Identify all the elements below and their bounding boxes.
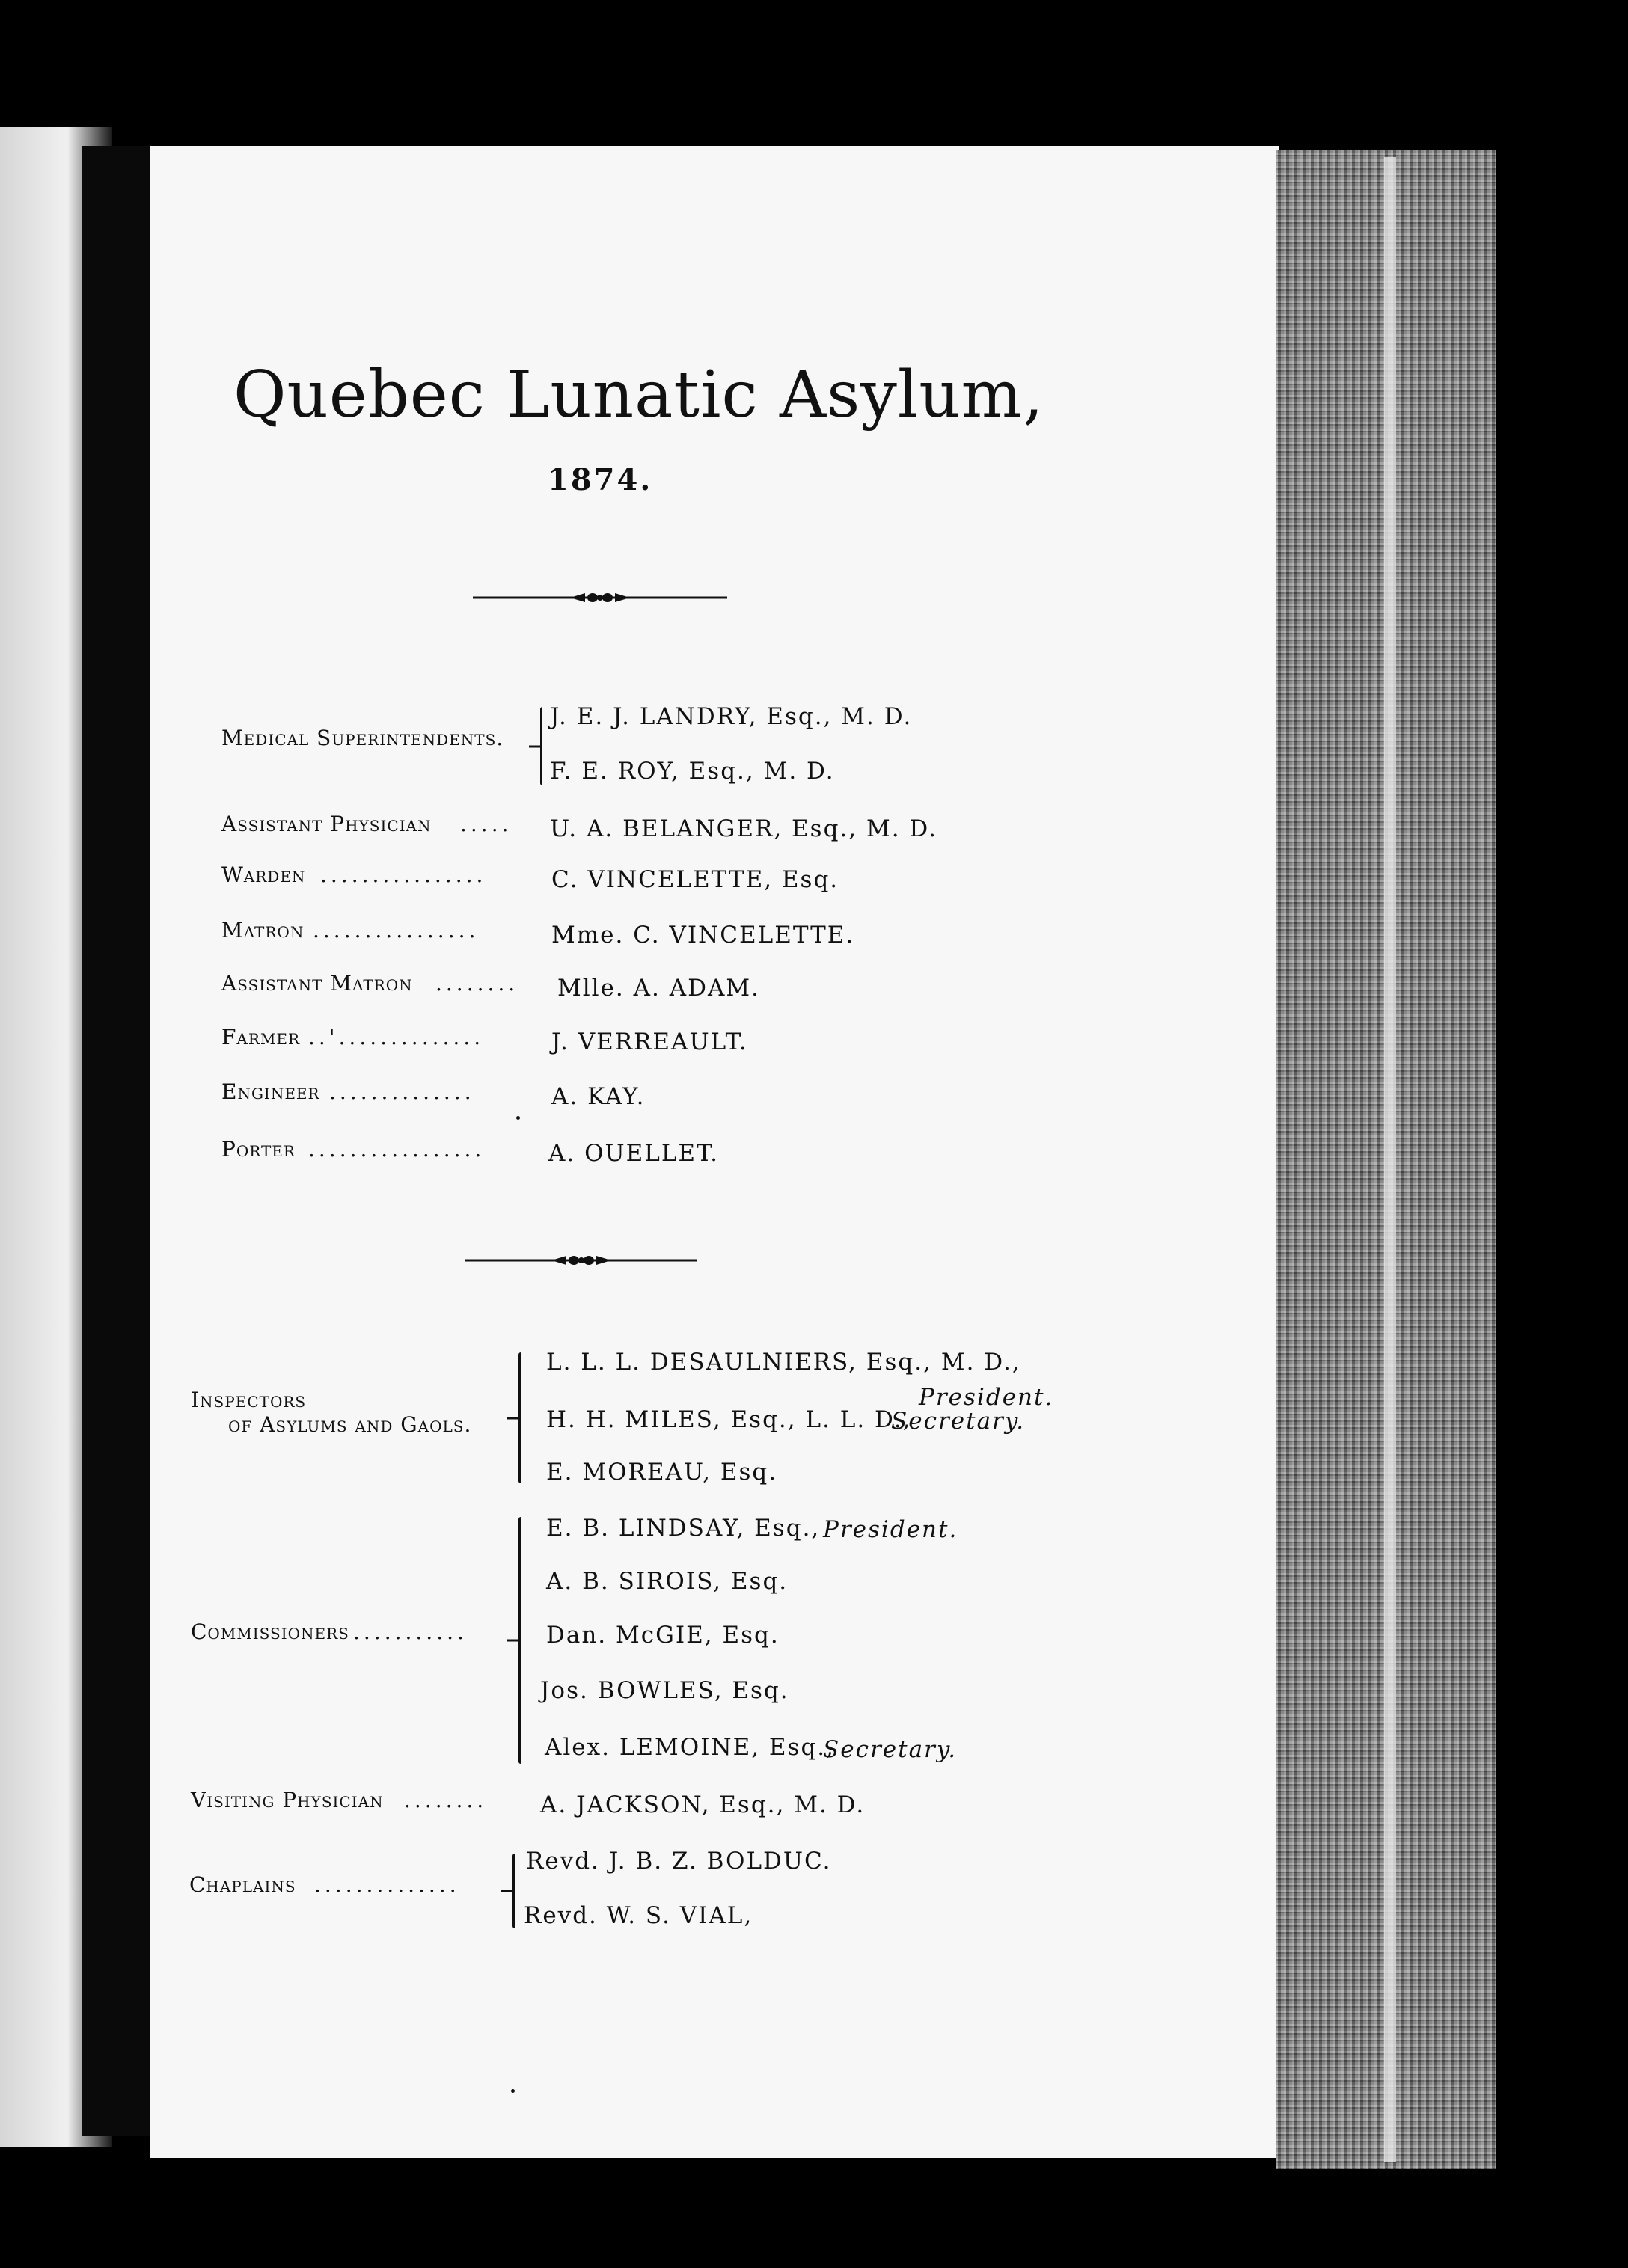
leader-dots: ................ [320,862,487,887]
stray-dot [511,2089,515,2093]
brace [540,707,542,785]
name-verreault: J. VERREAULT. [551,1029,748,1055]
name-bowles: Jos. BOWLES, Esq. [540,1677,789,1704]
label-visiting-physician: Visiting Physician [191,1788,384,1812]
label-assistant-physician: Assistant Physician [221,812,432,836]
name-miles: H. H. MILES, Esq., L. L. D., [546,1406,912,1433]
label-asylums-gaols: of Asylums and Gaols. [228,1412,472,1437]
label-chaplains: Chaplains [189,1872,296,1897]
stray-dot [516,1116,520,1120]
leader-dots: ................. [308,1137,486,1162]
name-lindsay: E. B. LINDSAY, Esq., [546,1515,821,1542]
name-desaulniers: L. L. L. DESAULNIERS, Esq., M. D., [546,1349,1021,1376]
page-edge-strip [1384,157,1396,2162]
ornament-divider [473,589,727,607]
name-lemoine: Alex. LEMOINE, Esq., [545,1734,836,1761]
secretary-title: Secretary. [823,1736,958,1763]
book-gutter [82,146,153,2136]
label-assistant-matron: Assistant Matron [221,971,413,996]
name-sirois: A. B. SIROIS, Esq. [546,1568,789,1595]
label-farmer: Farmer [221,1025,301,1049]
name-mcgie: Dan. McGIE, Esq. [546,1622,780,1649]
president-title: President. [823,1516,958,1543]
name-ouellet: A. OUELLET. [548,1140,720,1167]
name-kay: A. KAY. [551,1083,646,1110]
name-jackson: A. JACKSON, Esq., M. D. [540,1792,866,1818]
leader-dots: ........ [404,1788,488,1812]
name-adam: Mlle. A. ADAM. [557,975,760,1002]
leader-dots: .............. [314,1872,460,1897]
brace [518,1352,521,1483]
brace [518,1517,521,1764]
name-moreau: E. MOREAU, Esq. [546,1459,778,1486]
leader-dots: ................ [313,918,480,943]
leader-dots: ..... [460,812,512,836]
ornament-divider [465,1251,697,1269]
name-vincelette: C. VINCELETTE, Esq. [551,866,839,893]
secretary-title: Secretary. [891,1408,1026,1435]
year: 1874. [548,462,653,497]
leader-dots: ........... [353,1619,468,1644]
name-mme-vincelette: Mme. C. VINCELETTE. [551,922,855,948]
label-porter: Porter [221,1137,296,1162]
page-title: Quebec Lunatic Asylum, [233,358,1044,432]
label-inspectors: Inspectors [191,1388,307,1412]
label-medical-superintendents: Medical Superintendents. [221,726,504,750]
name-roy: F. E. ROY, Esq., M. D. [550,758,835,785]
leader-dots: .............. [329,1079,475,1104]
president-title: President. [919,1384,1054,1411]
label-engineer: Engineer [221,1079,320,1104]
leader-dots: ..'.............. [308,1025,485,1049]
name-bolduc: Revd. J. B. Z. BOLDUC. [526,1848,832,1875]
brace [512,1854,515,1928]
label-commissioners: Commissioners [191,1619,349,1644]
name-vial: Revd. W. S. VIAL, [524,1902,753,1929]
label-warden: Warden [221,862,306,887]
leader-dots: ........ [435,971,519,996]
label-matron: Matron [221,918,305,943]
name-belanger: U. A. BELANGER, Esq., M. D. [550,815,938,842]
name-landry: J. E. J. LANDRY, Esq., M. D. [550,703,913,730]
